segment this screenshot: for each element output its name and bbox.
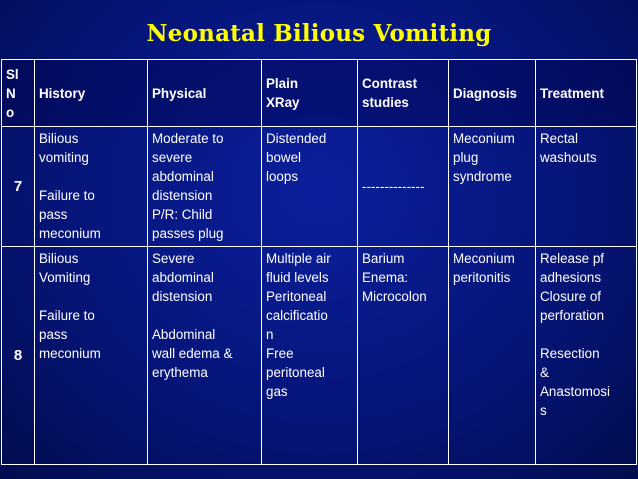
- header-history: History: [35, 60, 148, 127]
- cell-contrast-studies: --------------: [358, 127, 449, 247]
- cell-diagnosis: Meconium peritonitis: [449, 247, 536, 465]
- header-treatment: Treatment: [536, 60, 637, 127]
- cell-treatment: Release pf adhesions Closure of perforation Resection & Anastomosi s: [536, 247, 637, 465]
- cell-treatment: Rectal washouts: [536, 127, 637, 247]
- table-row: [2, 247, 637, 465]
- header-sl-no: Sl N o: [2, 60, 35, 127]
- header-contrast-studies: Contrast studies: [358, 60, 449, 127]
- cell-sl-no: 7: [2, 127, 35, 247]
- cell-diagnosis: Meconium plug syndrome: [449, 127, 536, 247]
- header-plain-xray: Plain XRay: [262, 60, 358, 127]
- cell-physical: Moderate to severe abdominal distension P/R: Child passes plug: [148, 127, 262, 247]
- cell-physical: Severe abdominal distension Abdominal wall edema & erythema: [148, 247, 262, 465]
- comparison-table: [1, 59, 637, 465]
- slide-title: Neonatal Bilious Vomiting: [146, 20, 492, 47]
- header-physical: Physical: [148, 60, 262, 127]
- cell-sl-no: 8: [2, 247, 35, 465]
- cell-history: Bilious Vomiting Failure to pass meconium: [35, 247, 148, 465]
- cell-contrast-studies: Barium Enema: Microcolon: [358, 247, 449, 465]
- cell-plain-xray: Distended bowel loops: [262, 127, 358, 247]
- table-row: [2, 127, 637, 247]
- header-diagnosis: Diagnosis: [449, 60, 536, 127]
- cell-history: Bilious vomiting Failure to pass meconium: [35, 127, 148, 247]
- cell-plain-xray: Multiple air fluid levels Peritoneal calcificatio n Free peritoneal gas: [262, 247, 358, 465]
- header-row: [2, 60, 637, 127]
